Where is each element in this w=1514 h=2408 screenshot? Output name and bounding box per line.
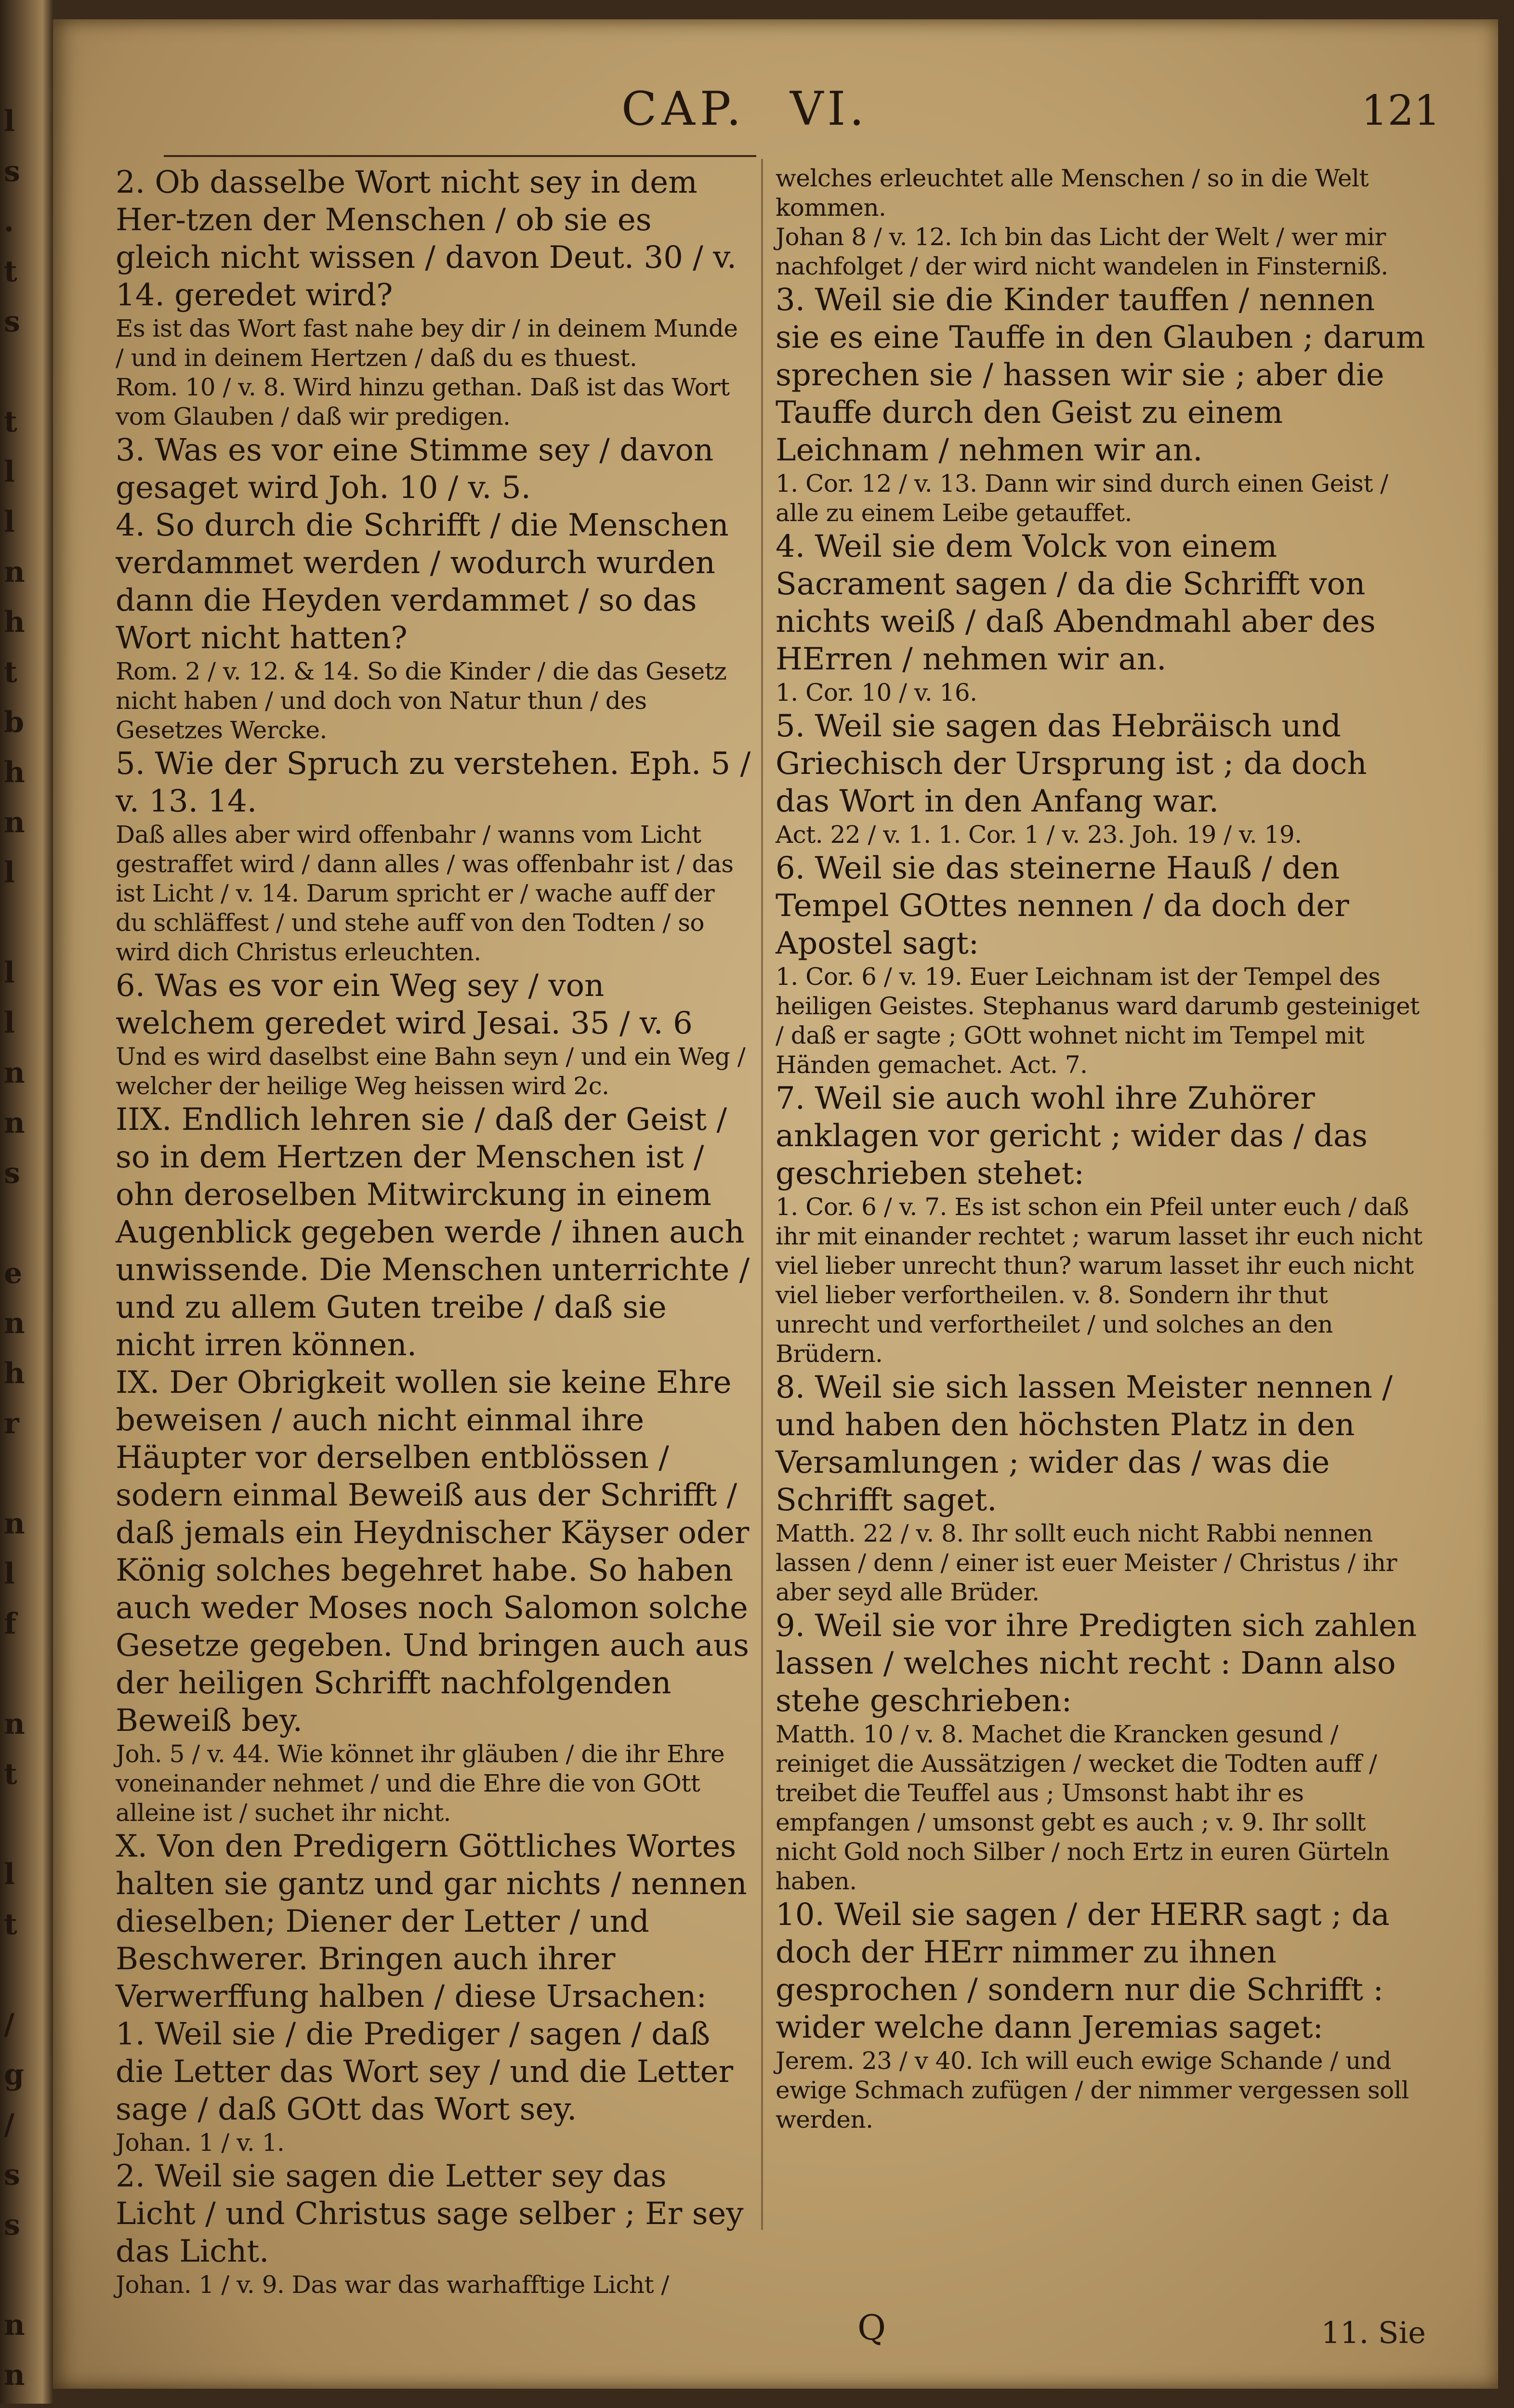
- book-gutter: [0, 0, 53, 2404]
- question-paragraph: X. Von den Predigern Göttliches Wortes halten sie gantz und gar nichts / nennen dieselben; Diener der Letter / und Beschwerer. Bringen auch ihrer Verwerffung halben / diese Ursachen:: [116, 1829, 747, 2015]
- question-paragraph: 4. Weil sie dem Volck von einem Sacrament sagen / da die Schrifft von nichts weiß / daß Abendmahl aber des HErren / nehmen wir an.: [776, 529, 1376, 677]
- catchword: 11. Sie: [1321, 2315, 1426, 2350]
- reference-paragraph: 1. Cor. 6 / v. 19. Euer Leichnam ist der Tempel des heiligen Geistes. Stephanus ward darumb gesteiniget / daß er sagte ; GOtt wohnet nicht im Tempel mit Händen gemachet. Act. 7.: [776, 963, 1420, 1079]
- gutter-fragments: l s . t s t l l n h t b h n l l l n n s e n h r n l f n t l t / g / s s n n: [4, 105, 25, 2392]
- signature-mark: Q: [857, 2307, 886, 2348]
- question-paragraph: 1. Weil sie / die Prediger / sagen / daß die Letter das Wort sey / und die Letter sage / daß GOtt das Wort sey.: [116, 2016, 734, 2127]
- question-paragraph: 3. Was es vor eine Stimme sey / davon gesaget wird Joh. 10 / v. 5.: [116, 432, 714, 506]
- left-column: [116, 164, 751, 2299]
- reference-paragraph: 1. Cor. 10 / v. 16.: [776, 679, 977, 707]
- reference-paragraph: Matth. 10 / v. 8. Machet die Krancken gesund / reiniget die Aussätzigen / wecket die Todten auff / treibet die Teuffel aus ; Umsonst habt ihr es empfangen / umsonst gebt es auch ; v. 9. Ihr sollt nicht Gold noch Silber / noch Ertz in euren Gürteln haben.: [776, 1720, 1390, 1895]
- page-number: 121: [1361, 87, 1440, 135]
- running-header: [53, 82, 1498, 144]
- reference-paragraph: Rom. 2 / v. 12. & 14. So die Kinder / die das Gesetz nicht haben / und doch von Natur thun / des Gesetzes Wercke.: [116, 657, 727, 744]
- reference-paragraph: 1. Cor. 6 / v. 7. Es ist schon ein Pfeil unter euch / daß ihr mit einander rechtet ; warum lasset ihr euch nicht viel lieber unrecht thun? warum lasset ihr euch nicht viel lieber verfortheilen. v. 8. Sondern ihr thut unrecht und verfortheilet / und solches an den Brüdern.: [776, 1193, 1422, 1368]
- question-paragraph: 10. Weil sie sagen / der HERR sagt ; da doch der HErr nimmer zu ihnen gesprochen / sondern nur die Schrifft : wider welche dann Jeremias saget:: [776, 1897, 1390, 2045]
- question-paragraph: 9. Weil sie vor ihre Predigten sich zahlen lassen / welches nicht recht : Dann also stehe geschrieben:: [776, 1608, 1417, 1719]
- header-chapter: VI.: [790, 82, 868, 136]
- header-rule: [164, 155, 756, 157]
- column-rule: [761, 159, 763, 2230]
- reference-paragraph: Rom. 10 / v. 8. Wird hinzu gethan. Daß ist das Wort vom Glauben / daß wir predigen.: [116, 373, 730, 431]
- question-paragraph: 2. Ob dasselbe Wort nicht sey in dem Her-tzen der Menschen / ob sie es gleich nicht wissen / davon Deut. 30 / v. 14. geredet wird?: [116, 165, 737, 313]
- reference-paragraph: Daß alles aber wird offenbahr / wanns vom Licht gestraffet wird / dann alles / was offenbahr ist / das ist Licht / v. 14. Darum spricht er / wache auff der du schläffest / und stehe auff von den Todten / so wird dich Christus erleuchten.: [116, 821, 734, 966]
- question-paragraph: 7. Weil sie auch wohl ihre Zuhörer anklagen vor gericht ; wider das / das geschrieben stehet:: [776, 1081, 1368, 1191]
- question-paragraph: 4. So durch die Schrifft / die Menschen verdammet werden / wodurch wurden dann die Heyden verdammet / so das Wort nicht hatten?: [116, 508, 729, 656]
- header-cap: CAP.: [621, 82, 746, 136]
- reference-paragraph: Johan. 1 / v. 9. Das war das warhafftige Licht /: [116, 2271, 669, 2299]
- question-paragraph: 6. Was es vor ein Weg sey / von welchem geredet wird Jesai. 35 / v. 6: [116, 968, 693, 1041]
- reference-paragraph: Matth. 22 / v. 8. Ihr sollt euch nicht Rabbi nennen lassen / denn / einer ist euer Meister / Christus / ihr aber seyd alle Brüder.: [776, 1519, 1397, 1606]
- question-paragraph: 8. Weil sie sich lassen Meister nennen / und haben den höchsten Platz in den Versamlungen ; wider das / was die Schrifft saget.: [776, 1370, 1393, 1518]
- question-paragraph: 5. Weil sie sagen das Hebräisch und Griechisch der Ursprung ist ; da doch das Wort in den Anfang war.: [776, 708, 1367, 819]
- reference-paragraph: Und es wird daselbst eine Bahn seyn / und ein Weg / welcher der heilige Weg heissen wird 2c.: [116, 1043, 746, 1100]
- question-paragraph: IX. Der Obrigkeit wollen sie keine Ehre beweisen / auch nicht einmal ihre Häupter vor derselben entblössen / sodern einmal Beweiß aus der Schrifft / daß jemals ein Heydnischer Käyser oder König solches begehret habe. So haben auch weder Moses noch Salomon solche Gesetze gegeben. Und bringen auch aus der heiligen Schrifft nachfolgenden Beweiß bey.: [116, 1365, 750, 1739]
- reference-paragraph: Johan 8 / v. 12. Ich bin das Licht der Welt / wer mir nachfolget / der wird nicht wandelen in Finsterniß.: [776, 223, 1388, 280]
- reference-paragraph: Joh. 5 / v. 44. Wie könnet ihr gläuben / die ihr Ehre voneinander nehmet / und die Ehre die von GOtt alleine ist / suchet ihr nicht.: [116, 1740, 725, 1827]
- question-paragraph: 3. Weil sie die Kinder tauffen / nennen sie es eine Tauffe in den Glauben ; darum sprechen sie / hassen wir sie ; aber die Tauffe durch den Geist zu einem Leichnam / nehmen wir an.: [776, 282, 1425, 468]
- right-column: [776, 164, 1426, 2235]
- reference-paragraph: 1. Cor. 12 / v. 13. Dann wir sind durch einen Geist / alle zu einem Leibe getauffet.: [776, 470, 1388, 527]
- reference-paragraph: Johan. 1 / v. 1.: [116, 2129, 285, 2157]
- question-paragraph: 5. Wie der Spruch zu verstehen. Eph. 5 / v. 13. 14.: [116, 746, 751, 819]
- reference-paragraph: welches erleuchtet alle Menschen / so in die Welt kommen.: [776, 164, 1369, 222]
- reference-paragraph: Es ist das Wort fast nahe bey dir / in deinem Munde / und in deinem Hertzen / daß du es thuest.: [116, 314, 738, 372]
- reference-paragraph: Act. 22 / v. 1. 1. Cor. 1 / v. 23. Joh. 19 / v. 19.: [776, 821, 1302, 849]
- reference-paragraph: Jerem. 23 / v 40. Ich will euch ewige Schande / und ewige Schmach zufügen / der nimmer vergessen soll werden.: [776, 2047, 1409, 2133]
- question-paragraph: IIX. Endlich lehren sie / daß der Geist / so in dem Hertzen der Menschen ist / ohn deroselben Mitwirckung in einem Augenblick gegeben werde / ihnen auch unwissende. Die Menschen unterrichte / und zu allem Guten treibe / daß sie nicht irren können.: [116, 1102, 750, 1363]
- book-page: [53, 19, 1498, 2389]
- question-paragraph: 2. Weil sie sagen die Letter sey das Licht / und Christus sage selber ; Er sey das Licht.: [116, 2159, 744, 2269]
- question-paragraph: 6. Weil sie das steinerne Hauß / den Tempel GOttes nennen / da doch der Apostel sagt:: [776, 851, 1349, 961]
